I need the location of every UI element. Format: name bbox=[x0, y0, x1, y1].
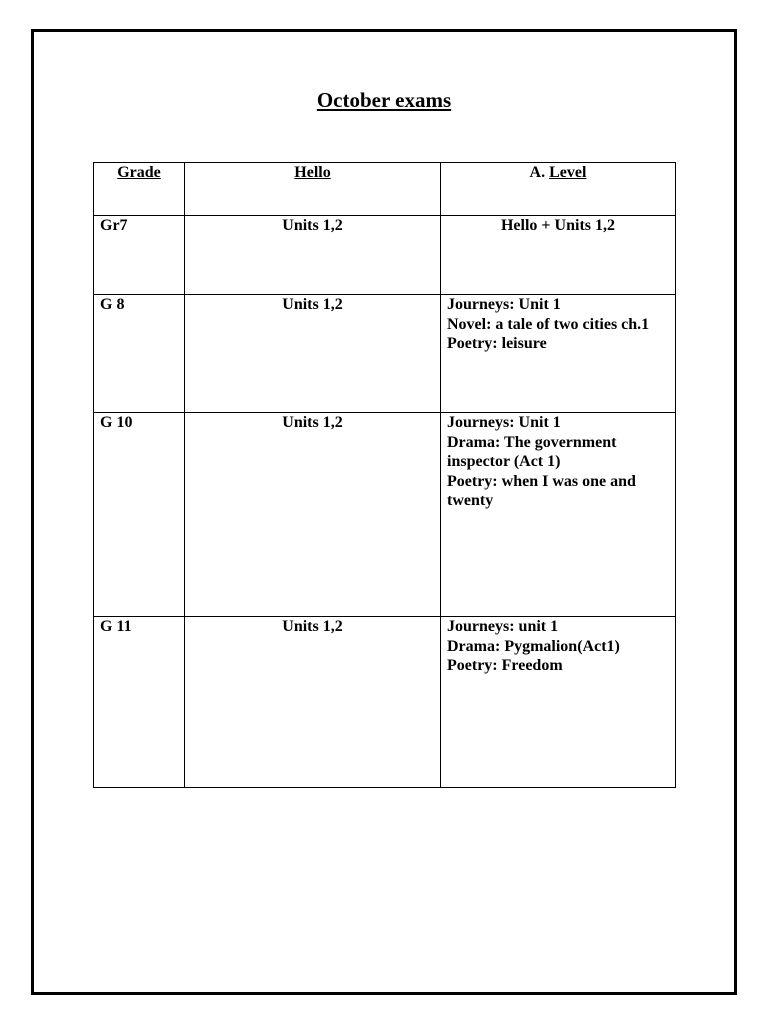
cell-alevel bbox=[441, 413, 676, 617]
alevel-line: Journeys: Unit 1 bbox=[447, 414, 561, 431]
header-grade bbox=[94, 163, 185, 216]
header-alevel-suffix: Level bbox=[549, 164, 587, 181]
alevel-line: Poetry: when I was one and twenty bbox=[447, 472, 636, 509]
table-row bbox=[94, 295, 676, 413]
cell-grade: G 11 bbox=[94, 617, 185, 788]
header-alevel bbox=[441, 163, 676, 216]
table-header-row bbox=[94, 163, 676, 216]
alevel-line: Drama: Pygmalion(Act1) bbox=[447, 637, 620, 655]
cell-alevel bbox=[441, 295, 676, 413]
header-hello bbox=[185, 163, 441, 216]
cell-hello: Units 1,2 bbox=[185, 413, 441, 617]
cell-hello: Units 1,2 bbox=[185, 617, 441, 788]
alevel-line: Journeys: Unit 1 bbox=[447, 296, 561, 313]
header-alevel-prefix: A. bbox=[529, 164, 550, 181]
cell-hello: Units 1,2 bbox=[185, 295, 441, 413]
cell-alevel bbox=[441, 617, 676, 788]
cell-hello: Units 1,2 bbox=[185, 216, 441, 295]
page-title: October exams bbox=[316, 88, 452, 112]
cell-grade: Gr7 bbox=[94, 216, 185, 295]
header-hello-label: Hello bbox=[294, 164, 331, 181]
table-row bbox=[94, 216, 676, 295]
alevel-line: Poetry: Freedom bbox=[447, 657, 563, 674]
cell-alevel bbox=[441, 216, 676, 295]
header-grade-label: Grade bbox=[117, 164, 161, 181]
alevel-line: Journeys: unit 1 bbox=[447, 618, 559, 635]
table-row bbox=[94, 617, 676, 788]
alevel-line: Drama: The government inspector (Act 1) bbox=[447, 433, 617, 470]
cell-grade: G 10 bbox=[94, 413, 185, 617]
table-row bbox=[94, 413, 676, 617]
alevel-line: Novel: a tale of two cities ch.1 bbox=[447, 315, 650, 333]
cell-grade: G 8 bbox=[94, 295, 185, 413]
exam-table bbox=[93, 162, 676, 788]
alevel-line: Poetry: leisure bbox=[447, 335, 547, 352]
alevel-line: Hello + Units 1,2 bbox=[500, 217, 615, 234]
